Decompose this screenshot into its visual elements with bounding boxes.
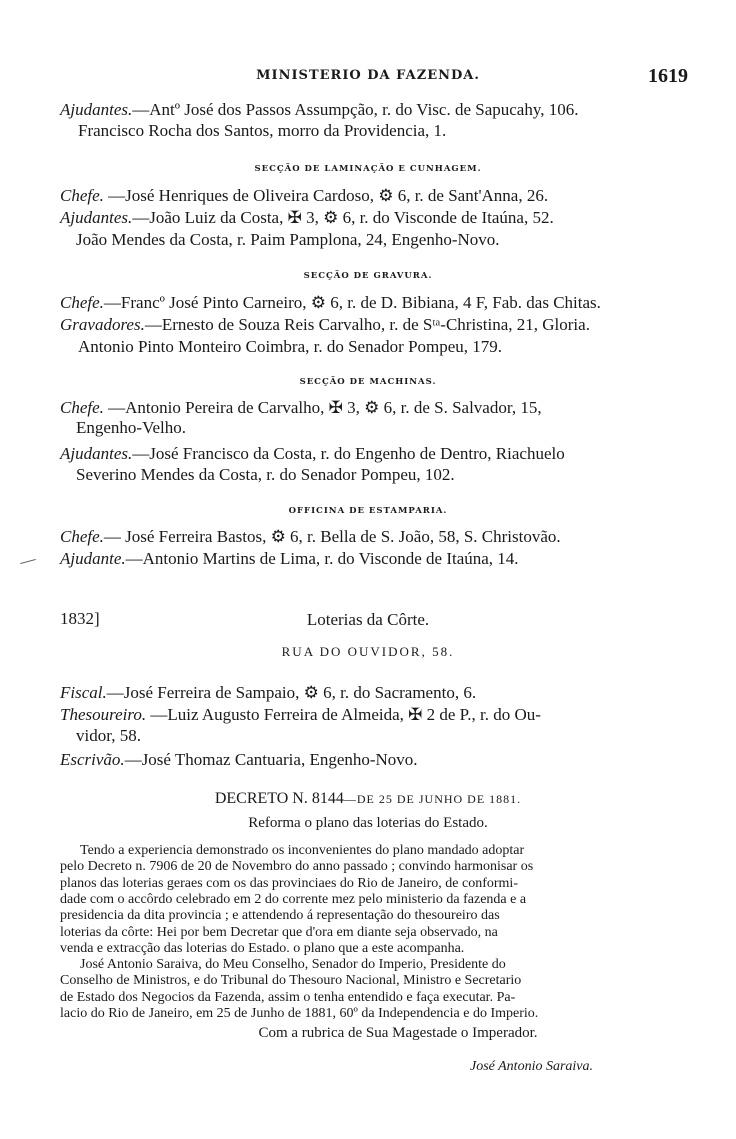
decree-body-line: venda e extracção das loterias do Estado. o plano que a este acompanha. — [60, 940, 465, 956]
margin-mark — [20, 559, 36, 564]
entry-continuation: vidor, 58. — [76, 726, 141, 745]
section-title-gravura: SECÇÃO DE GRAVURA. — [303, 271, 433, 281]
entry-label: Fiscal. — [60, 683, 107, 702]
entry-continuation: Engenho-Velho. — [76, 418, 187, 437]
decree-subtitle: Reforma o plano das loterias do Estado. — [248, 815, 488, 831]
entry-continuation: João Mendes da Costa, r. Paim Pamplona, 24, Engenho-Novo. — [76, 230, 500, 249]
entry-label: Chefe. — [60, 186, 104, 205]
entry-label: Gravadores. — [60, 315, 145, 334]
decree-body-line: José Antonio Saraiva, do Meu Conselho, Senador do Imperio, Presidente do — [80, 957, 506, 973]
entry-label: Ajudante. — [60, 549, 126, 568]
entry-text: —José Ferreira de Sampaio, ⚙ 6, r. do Sacramento, 6. — [106, 683, 477, 702]
entry-ajudantes-machinas — [60, 444, 565, 464]
page-number: 1619 — [648, 65, 688, 87]
decree-signature: José Antonio Saraiva. — [470, 1059, 594, 1074]
entry-fiscal — [60, 683, 476, 703]
entry-text: —Antº José dos Passos Assumpção, r. do Visc. de Sapucahy, 106. — [132, 100, 579, 119]
decree-body-line: dade com o accôrdo celebrado em 2 do corrente mez pelo ministerio da fazenda e a — [60, 891, 527, 907]
decree-body-line: loterias da côrte: Hei por bem Decretar que d'ora em diante seja observado, na — [60, 924, 498, 940]
loterias-address: RUA DO OUVIDOR, 58. — [281, 644, 455, 659]
entry-text: —João Luiz da Costa, ✠ 3, ⚙ 6, r. do Visconde de Itaúna, 52. — [132, 208, 554, 227]
entry-text: —Ernesto de Souza Reis Carvalho, r. de Sᵗᵃ-Christina, 21, Gloria. — [144, 315, 590, 334]
section-year: 1832] — [60, 609, 100, 628]
decree-date: —DE 25 DE JUNHO DE 1881. — [343, 792, 522, 806]
section-title-loterias: Loterias da Côrte. — [306, 610, 430, 629]
entry-chefe-laminacao — [60, 186, 548, 206]
entry-chefe-machinas — [60, 398, 542, 418]
entry-chefe-estamparia — [60, 527, 561, 547]
decree-body-line: lacio do Rio de Janeiro, em 25 de Junho de 1881, 60º da Independencia e do Imperio. — [60, 1006, 539, 1021]
entry-label: Chefe. — [60, 293, 104, 312]
entry-text: —Antonio Pereira de Carvalho, ✠ 3, ⚙ 6, r. de S. Salvador, 15, — [103, 398, 542, 417]
entry-label: Chefe. — [60, 527, 104, 546]
entry-ajudante-estamparia — [60, 549, 519, 569]
entry-continuation: Francisco Rocha dos Santos, morro da Providencia, 1. — [78, 121, 447, 140]
decree-body-line: presidencia da dita provincia ; e attendendo á representação do thesoureiro das — [60, 908, 500, 924]
decree-number: DECRETO N. 8144 — [214, 790, 344, 807]
entry-label: Ajudantes. — [60, 100, 133, 119]
decree-body-line: planos das loterias geraes com os das provinciaes do Rio de Janeiro, de conformi- — [60, 875, 518, 891]
entry-label: Ajudantes. — [60, 208, 133, 227]
entry-label: Ajudantes. — [60, 444, 133, 463]
entry-text: —José Francisco da Costa, r. do Engenho de Dentro, Riachuelo — [132, 444, 565, 463]
entry-ajudantes-top — [60, 100, 578, 120]
decree-body-line: Tendo a experiencia demonstrado os inconvenientes do plano mandado adoptar — [80, 843, 525, 858]
section-title-laminacao: SECÇÃO DE LAMINAÇÃO E CUNHAGEM. — [254, 164, 482, 174]
decree-title — [0, 790, 736, 808]
entry-text: —Francº José Pinto Carneiro, ⚙ 6, r. de D. Bibiana, 4 F, Fab. das Chitas. — [103, 293, 601, 312]
decree-body-line: Conselho de Ministros, e do Tribunal do Thesouro Nacional, Ministro e Secretario — [60, 973, 522, 989]
entry-escrivao — [60, 750, 418, 770]
entry-label: Escrivão. — [60, 750, 125, 769]
section-title-machinas: SECÇÃO DE MACHINAS. — [299, 377, 437, 387]
section-title-estamparia: OFFICINA DE ESTAMPARIA. — [288, 506, 448, 516]
entry-text: —Luiz Augusto Ferreira de Almeida, ✠ 2 de P., r. do Ou- — [146, 705, 541, 724]
entry-thesoureiro — [60, 705, 541, 725]
entry-text: —José Thomaz Cantuaria, Engenho-Novo. — [124, 750, 418, 769]
entry-text: — José Ferreira Bastos, ⚙ 6, r. Bella de S. João, 58, S. Christovão. — [103, 527, 561, 546]
entry-chefe-gravura — [60, 293, 601, 313]
decree-body-line: pelo Decreto n. 7906 de 20 de Novembro do anno passado ; convindo harmonisar os — [60, 859, 534, 875]
entry-gravadores — [60, 315, 590, 335]
entry-label: Chefe. — [60, 398, 104, 417]
entry-text: —José Henriques de Oliveira Cardoso, ⚙ 6, r. de Sant'Anna, 26. — [103, 186, 549, 205]
entry-text: —Antonio Martins de Lima, r. do Visconde de Itaúna, 14. — [125, 549, 519, 568]
running-header: MINISTERIO DA FAZENDA. — [256, 68, 480, 83]
decree-body-line: de Estado dos Negocios da Fazenda, assim o tenha entendido e faça executar. Pa- — [60, 989, 516, 1005]
decree-rubrica: Com a rubrica de Sua Magestade o Imperador. — [258, 1025, 538, 1041]
entry-label: Thesoureiro. — [60, 705, 147, 724]
entry-continuation: Antonio Pinto Monteiro Coimbra, r. do Senador Pompeu, 179. — [78, 337, 503, 356]
entry-continuation: Severino Mendes da Costa, r. do Senador Pompeu, 102. — [76, 465, 455, 484]
entry-ajudantes-laminacao — [60, 208, 554, 228]
